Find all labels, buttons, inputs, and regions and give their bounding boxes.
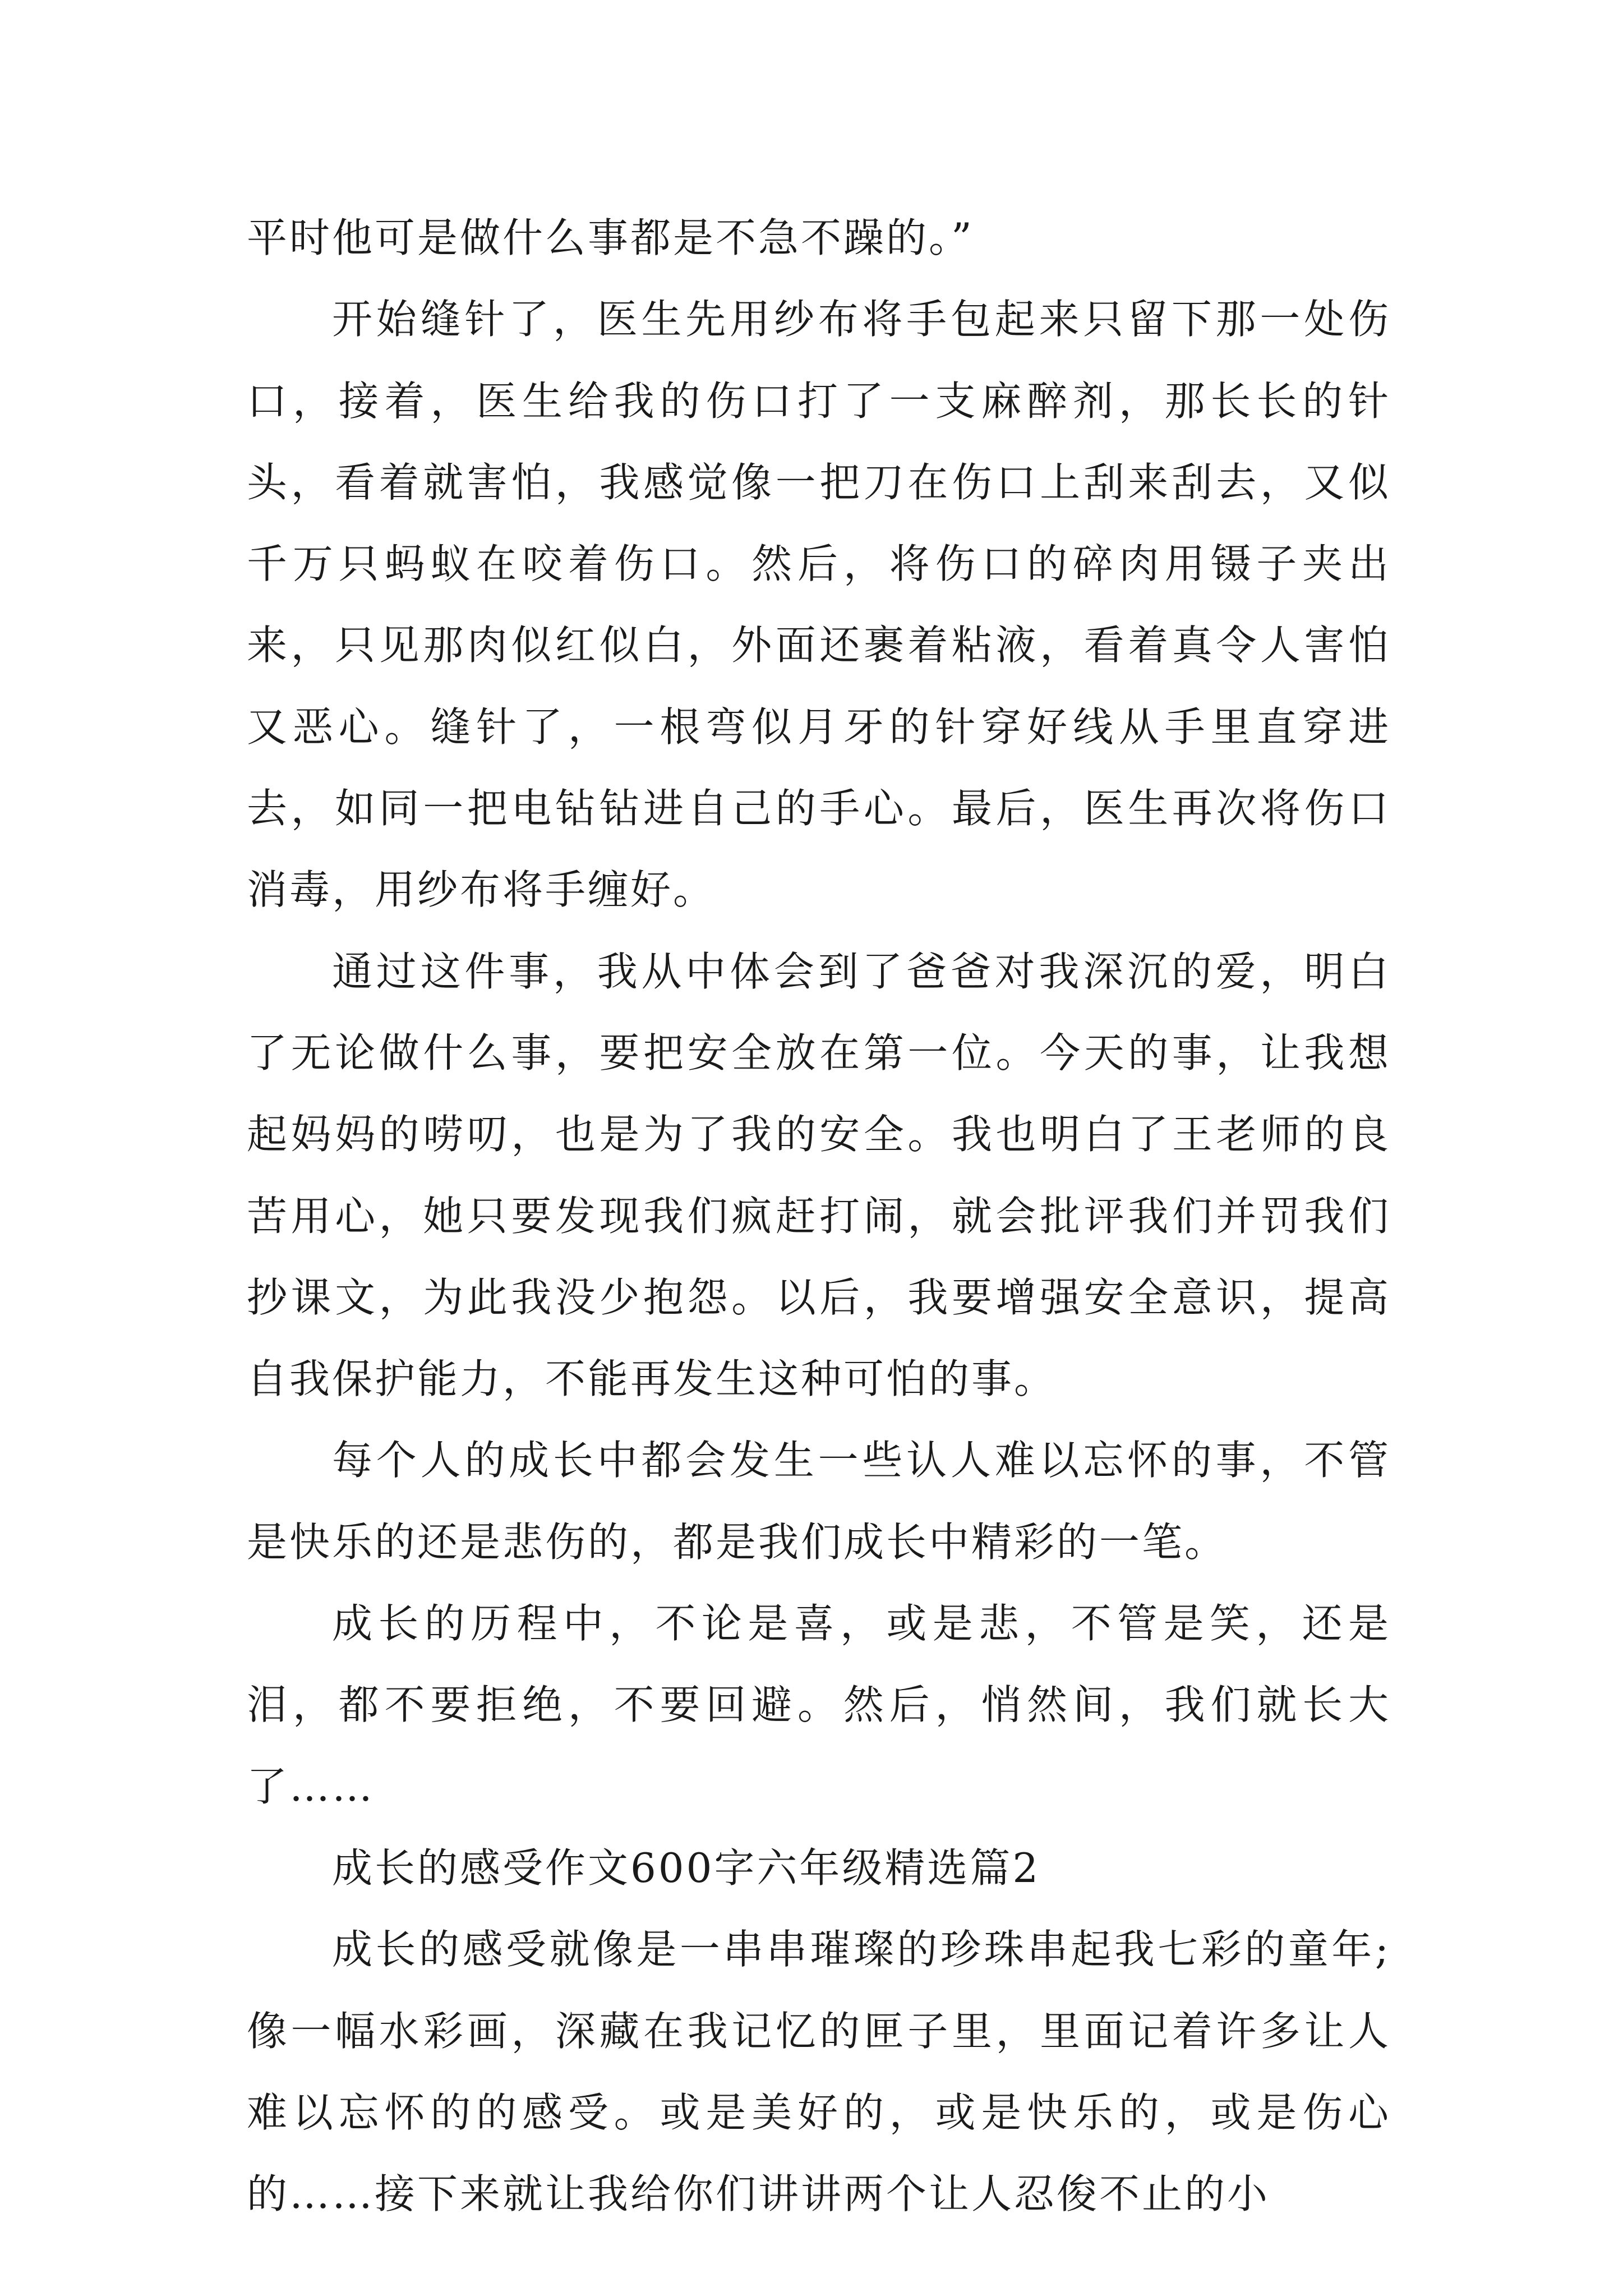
- paragraph-3: 通过这件事，我从中体会到了爸爸对我深沉的爱，明白了无论做什么事，要把安全放在第一位。今天的事，让我想起妈妈的唠叨，也是为了我的安全。我也明白了王老师的良苦用心，她只要发现我们疯赶打闹，就会批评我们并罚我们抄课文，为此我没少抱怨。以后，我要增强安全意识，提高自我保护能力，不能再发生这种可怕的事。: [247, 947, 1391, 1403]
- section-heading: 成长的感受作文600字六年级精选篇2: [332, 1844, 1041, 1892]
- paragraph-5: 成长的历程中，不论是喜，或是悲，不管是笑，还是泪，都不要拒绝，不要回避。然后，悄然间，我们就长大了……: [247, 1600, 1391, 1810]
- paragraph-1: 平时他可是做什么事都是不急不躁的。”: [247, 214, 974, 261]
- article-body: [247, 197, 1391, 2235]
- paragraph-4: 每个人的成长中都会发生一些认人难以忘怀的事，不管是快乐的还是悲伤的，都是我们成长中精彩的一笔。: [247, 1437, 1391, 1566]
- paragraph-2: 开始缝针了，医生先用纱布将手包起来只留下那一处伤口，接着，医生给我的伤口打了一支麻醉剂，那长长的针头，看着就害怕，我感觉像一把刀在伤口上刮来刮去，又似千万只蚂蚁在咬着伤口。然后，将伤口的碎肉用镊子夹出来，只见那肉似红似白，外面还裹着粘液，看着真令人害怕又恶心。缝针了，一根弯似月牙的针穿好线从手里直穿进去，如同一把电钻钻进自己的手心。最后，医生再次将伤口消毒，用纱布将手缠好。: [247, 296, 1391, 914]
- paragraph-6: 成长的感受就像是一串串璀璨的珍珠串起我七彩的童年;像一幅水彩画，深藏在我记忆的匣子里，里面记着许多让人难以忘怀的的感受。或是美好的，或是快乐的，或是伤心的……接下来就让我给你们讲讲两个让人忍俊不止的小: [247, 1926, 1391, 2218]
